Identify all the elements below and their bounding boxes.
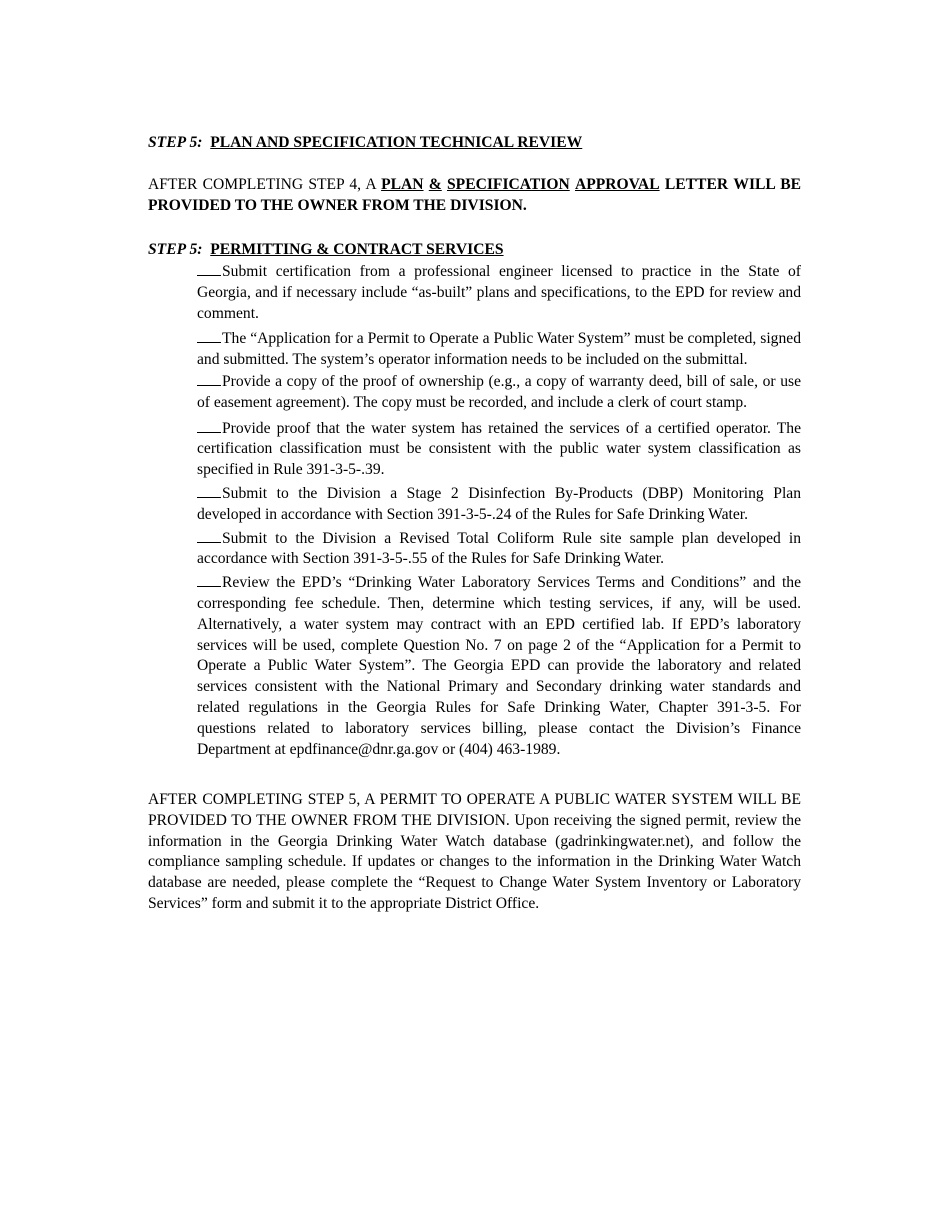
step-number: STEP 5: [148, 134, 203, 151]
specification-word: SPECIFICATION [447, 176, 570, 193]
checklist-item: Submit to the Division a Stage 2 Disinfection By-Products (DBP) Monitoring Plan developed in accordance with Section 391-3-5-.24 of the Rules for Safe Drinking Water. [197, 484, 801, 523]
letter-word: LETTER [664, 176, 729, 193]
approval-rest: WILL BE PROVIDED TO THE OWNER FROM THE DIVISION. [148, 176, 801, 214]
approval-notice [148, 175, 801, 217]
checkbox-blank [197, 371, 221, 386]
checkbox-blank [197, 528, 221, 543]
section-title: PLAN AND SPECIFICATION TECHNICAL REVIEW [210, 134, 583, 151]
step5-permitting-heading [148, 240, 801, 261]
step5-review-heading [148, 133, 801, 154]
permitting-checklist [197, 261, 801, 760]
checklist-item: Submit to the Division a Revised Total Coliform Rule site sample plan developed in accordance with Section 391-3-5-.55 of the Rules for Safe Drinking Water. [197, 529, 801, 568]
checkbox-blank [197, 572, 221, 587]
checkbox-blank [197, 261, 221, 276]
section-title: PERMITTING & CONTRACT SERVICES [210, 241, 504, 258]
checklist-item: Submit certification from a professional engineer licensed to practice in the State of Georgia, and if necessary include “as-built” plans and specifications, to the EPD for review and comment. [197, 263, 801, 322]
checkbox-blank [197, 483, 221, 498]
closing-paragraph: AFTER COMPLETING STEP 5, A PERMIT TO OPERATE A PUBLIC WATER SYSTEM WILL BE PROVIDED TO THE OWNER FROM THE DIVISION. Upon receiving the signed permit, review the information in the Georgia Drinking Water Watch database (gadrinkingwater.net), and follow the compliance sampling schedule. If updates or changes to the information in the Drinking Water Watch database are needed, please complete the “Request to Change Water System Inventory or Laboratory Services” form and submit it to the appropriate District Office. [148, 791, 801, 912]
checkbox-blank [197, 328, 221, 343]
checklist-item: The “Application for a Permit to Operate a Public Water System” must be completed, signed and submitted. The system’s operator information needs to be included on the submittal. [197, 330, 801, 369]
approval-word: APPROVAL [574, 176, 660, 193]
checkbox-blank [197, 418, 221, 433]
plan-word: PLAN [381, 176, 424, 193]
checklist-item: Provide a copy of the proof of ownership (e.g., a copy of warranty deed, bill of sale, or use of easement agreement). The copy must be recorded, and include a clerk of court stamp. [197, 372, 801, 411]
checklist-item: Provide proof that the water system has retained the services of a certified operator. The certification classification must be consistent with the public water system classification as specified in Rule 391-3-5-.39. [197, 419, 801, 479]
approval-prefix: AFTER COMPLETING STEP 4, A [148, 176, 376, 193]
checklist-item: Review the EPD’s “Drinking Water Laboratory Services Terms and Conditions” and the corresponding fee schedule. Then, determine which testing services, if any, will be used. Alternatively, a water system may contract with an EPD certified lab. If EPD’s laboratory services will be used, complete Question No. 7 on page 2 of the “Application for a Permit to Operate a Public Water System”. The Georgia EPD can provide the laboratory and related services consistent with the National Primary and Secondary drinking water standards and related regulations in the Georgia Rules for Safe Drinking Water, Chapter 391-3-5. For questions related to laboratory services billing, please contact the Division’s Finance Department at epdfinance@dnr.ga.gov or (404) 463-1989. [197, 574, 801, 758]
step-number: STEP 5: [148, 241, 203, 258]
amp-word: & [428, 176, 442, 193]
